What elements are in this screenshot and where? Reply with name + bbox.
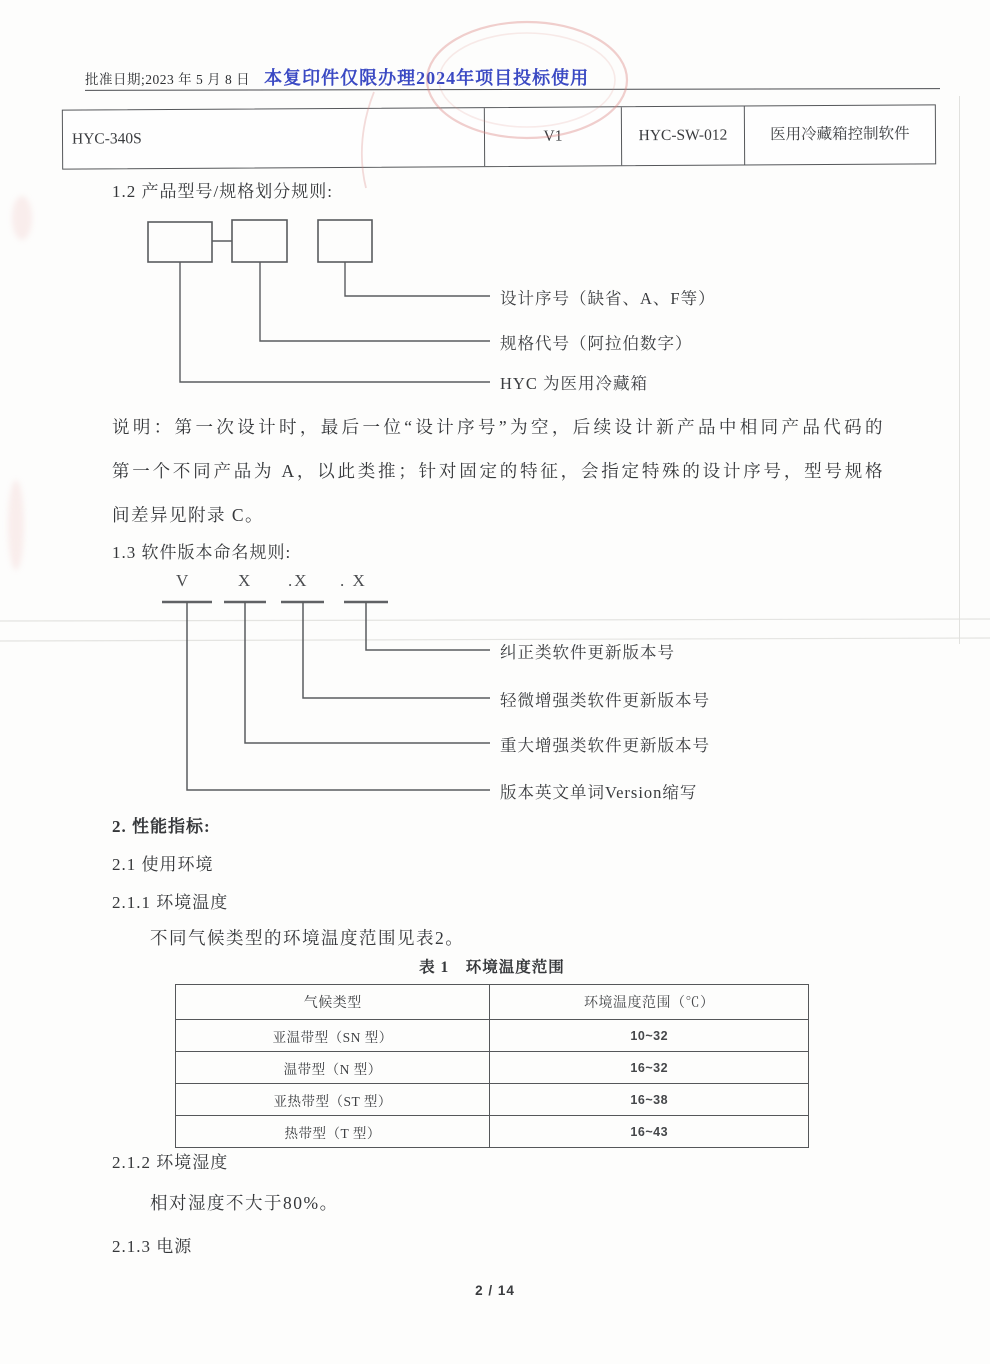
- section-2-1-3-heading: 2.1.3 电源: [112, 1237, 193, 1256]
- section-2-heading: 2. 性能指标:: [112, 817, 211, 836]
- note-line-2: 第一个不同产品为 A，以此类推；针对固定的特征，会指定特殊的设计序号，型号规格: [112, 461, 884, 481]
- note-line-3: 间差异见附录 C。: [112, 505, 265, 525]
- model-box-3: [318, 220, 372, 262]
- version-label-minor: 轻微增强类软件更新版本号: [500, 691, 710, 710]
- doc-code-cell: HYC-SW-012: [621, 107, 744, 166]
- model-label-hyc: HYC 为医用冷藏箱: [500, 374, 648, 393]
- section-2-1-2-heading: 2.1.2 环境湿度: [112, 1153, 229, 1172]
- scan-ink-smudge: [8, 480, 24, 570]
- table1-title: 表 1 环境温度范围: [419, 959, 565, 976]
- table1-cell-range: 10~32: [490, 1020, 809, 1052]
- version-token-v: V: [176, 571, 191, 590]
- leader-line-major-ver: [245, 602, 490, 743]
- section-2-1-1-heading: 2.1.1 环境温度: [112, 893, 229, 912]
- version-label-major: 重大增强类软件更新版本号: [500, 736, 710, 755]
- scan-ink-smudge: [12, 196, 32, 240]
- scan-fold-line-1: [0, 619, 990, 621]
- doc-version-cell: V1: [484, 107, 622, 166]
- version-token-x1: X: [238, 571, 253, 590]
- table1-cell-range: 16~32: [490, 1052, 809, 1084]
- model-rule-diagram: [0, 210, 990, 410]
- table1-header-row: [176, 985, 809, 1020]
- table-row: [176, 1116, 809, 1148]
- section-1-2-heading: 1.2 产品型号/规格划分规则:: [112, 182, 333, 201]
- leader-line-patch-ver: [366, 602, 490, 650]
- table-row: [176, 1052, 809, 1084]
- model-box-1: [148, 222, 212, 262]
- version-token-x3: . X: [340, 571, 367, 590]
- scan-fold-line-2: [0, 638, 990, 641]
- model-label-spec-code: 规格代号（阿拉伯数字）: [500, 334, 693, 353]
- leader-line-hyc: [180, 262, 490, 382]
- version-label-patch: 纠正类软件更新版本号: [500, 643, 675, 662]
- table1-cell-climate: 亚热带型（ST 型）: [176, 1084, 490, 1116]
- model-label-design-seq: 设计序号（缺省、A、F等）: [500, 289, 716, 308]
- page-number: 2 / 14: [475, 1283, 515, 1298]
- header-line: [85, 64, 945, 90]
- table-row: [176, 1020, 809, 1052]
- table1-cell-climate: 热带型（T 型）: [176, 1116, 490, 1148]
- leader-line-spec-code: [260, 262, 490, 341]
- scan-edge-line: [959, 96, 960, 644]
- table1-cell-range: 16~38: [490, 1084, 809, 1116]
- doc-info-table: [62, 104, 936, 169]
- temp-body-text: 不同气候类型的环境温度范围见表2。: [150, 928, 465, 948]
- section-2-1-heading: 2.1 使用环境: [112, 855, 214, 874]
- doc-model-cell: HYC-340S: [71, 129, 142, 148]
- table1-env-temp: [175, 984, 809, 1148]
- table-row: [176, 1084, 809, 1116]
- leader-line-version-abbr: [187, 602, 490, 790]
- doc-title-cell: 医用冷藏箱控制软件: [744, 105, 936, 164]
- approval-date-text: 批准日期;2023 年 5 月 8 日: [85, 72, 251, 87]
- section-1-3-heading: 1.3 软件版本命名规则:: [112, 543, 292, 562]
- table1-header-climate: 气候类型: [176, 985, 490, 1020]
- model-box-2: [232, 220, 287, 262]
- bid-use-notice-text: 本复印件仅限办理2024年项目投标使用: [264, 68, 590, 88]
- humidity-body-text: 相对湿度不大于80%。: [150, 1193, 339, 1213]
- version-label-abbr: 版本英文单词Version缩写: [500, 783, 698, 802]
- version-token-x2: .X: [288, 571, 309, 590]
- table1-cell-range: 16~43: [490, 1116, 809, 1148]
- version-rule-diagram: [0, 565, 990, 815]
- table1-cell-climate: 温带型（N 型）: [176, 1052, 490, 1084]
- table1-cell-climate: 亚温带型（SN 型）: [176, 1020, 490, 1052]
- note-line-1: 说明：第一次设计时，最后一位“设计序号”为空，后续设计新产品中相同产品代码的: [112, 417, 884, 437]
- table1-header-range: 环境温度范围（℃）: [490, 985, 809, 1020]
- leader-line-design-seq: [345, 262, 490, 296]
